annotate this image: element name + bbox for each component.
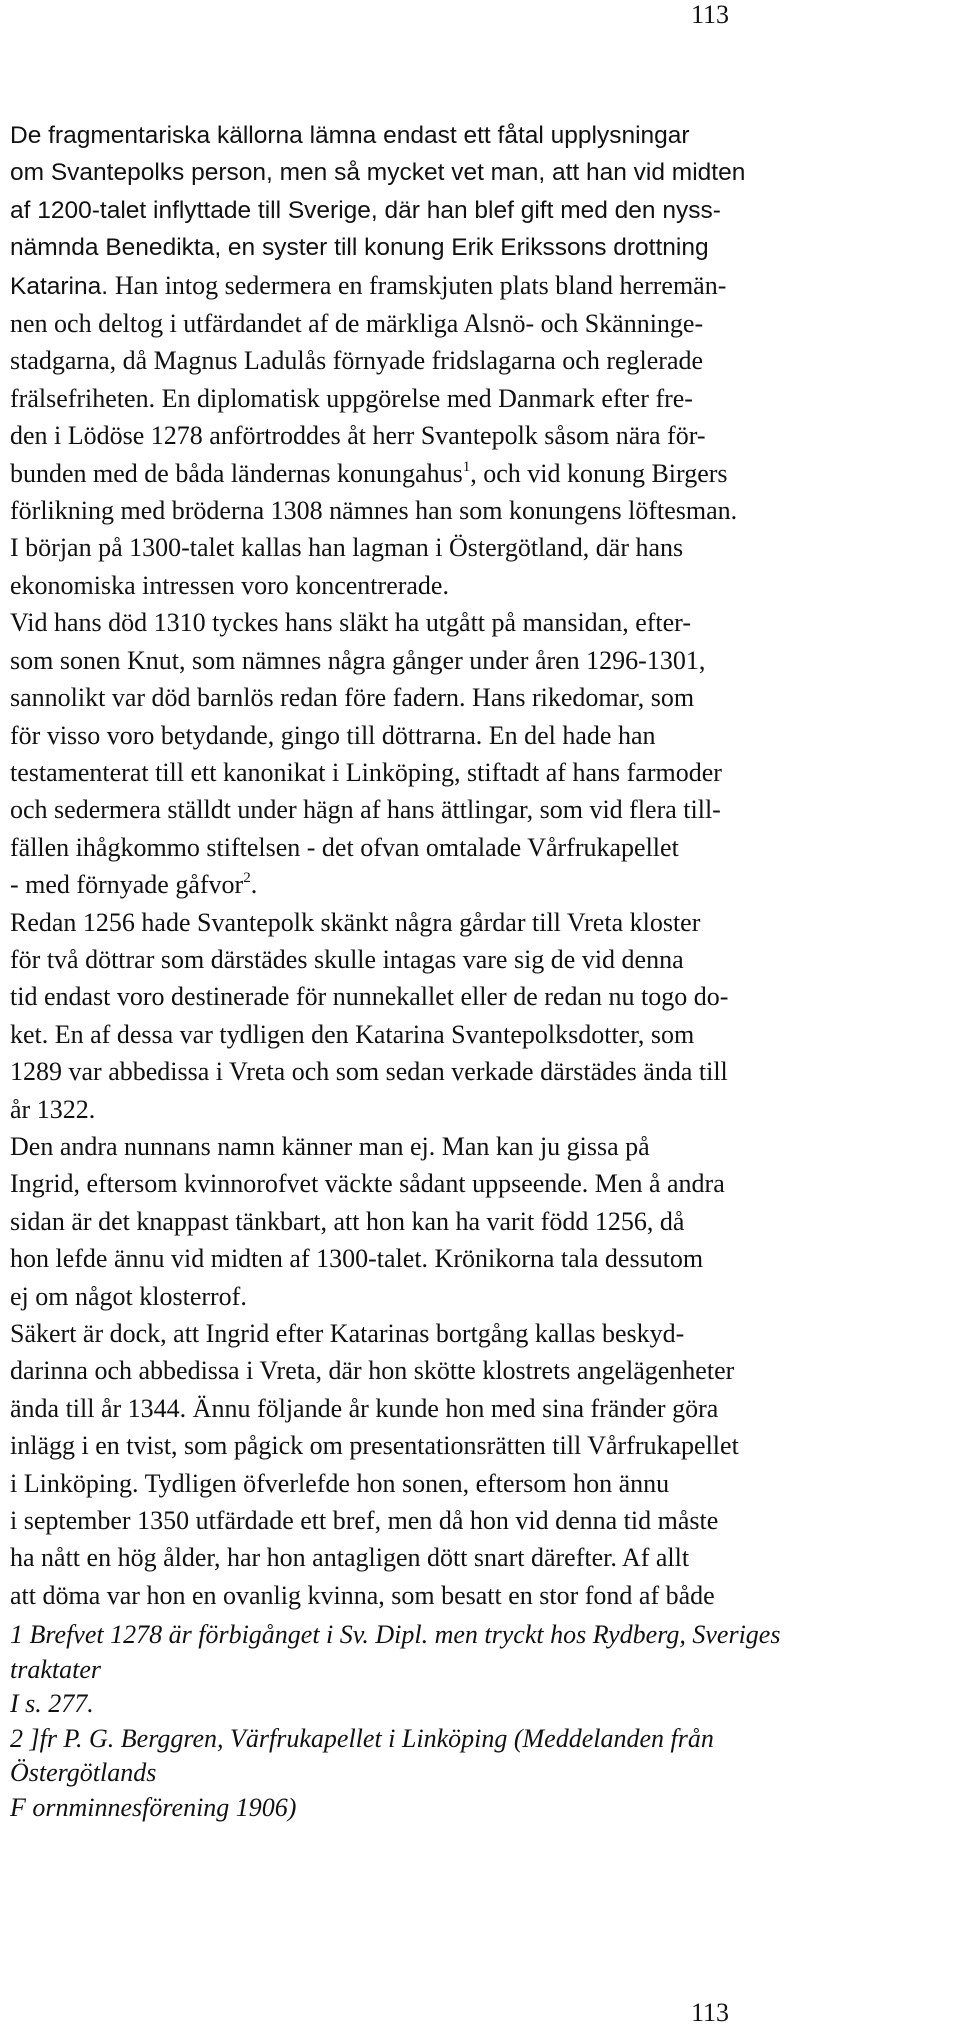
body-text-segment: . <box>250 870 258 900</box>
body-text-segment: Han intog sedermera en framskjuten plats bland herremän- <box>114 270 727 300</box>
body-text-segment: - med förnyade gåfvor <box>10 870 244 900</box>
body-line: år 1322. <box>10 1094 96 1124</box>
footnote-reference: 2 <box>243 870 251 887</box>
body-line: sidan är det knappast tänkbart, att hon kan ha varit född 1256, då <box>10 1206 685 1236</box>
body-line: nämnda Benedikta, en syster till konung Erik Erikssons drottning <box>10 234 709 262</box>
body-line <box>10 380 915 417</box>
footnote-line: I s. 277. <box>10 1689 94 1719</box>
body-line: i september 1350 utfärdade ett bref, men då hon vid denna tid måste <box>10 1506 719 1536</box>
body-line: testamenterat till ett kanonikat i Linköping, stiftadt af hans farmoder <box>10 757 722 787</box>
body-line: Den andra nunnans namn känner man ej. Man kan ju gissa på <box>10 1131 650 1161</box>
footnote-line: traktater <box>10 1654 101 1684</box>
body-line: I början på 1300-talet kallas han lagman i Östergötland, där hans <box>10 533 684 563</box>
body-line: Ingrid, eftersom kvinnorofvet väckte sådant uppseende. Men å andra <box>10 1169 725 1199</box>
body-line: ända till år 1344. Ännu följande år kunde hon med sina fränder göra <box>10 1393 719 1423</box>
body-line: Redan 1256 hade Svantepolk skänkt några gårdar till Vreta kloster <box>10 907 701 937</box>
body-line: af 1200-talet inflyttade till Sverige, där han blef gift med den nyss- <box>10 196 721 224</box>
body-line: nen och deltog i utfärdandet af de märkliga Alsnö- och Skänninge- <box>10 309 704 339</box>
footnotes <box>10 1618 955 1826</box>
body-line: fällen ihågkommo stiftelsen - det ofvan omtalade Vårfrukapellet <box>10 832 679 862</box>
body-line <box>10 455 915 492</box>
body-text-segment: frälsefriheten. <box>10 383 162 413</box>
body-line: hon lefde ännu vid midten af 1300-talet. Krönikorna tala dessutom <box>10 1244 704 1274</box>
body-line: 1289 var abbedissa i Vreta och som sedan verkade därstädes ända till <box>10 1057 728 1087</box>
body-text-segment: bunden med de båda ländernas konungahus <box>10 458 463 488</box>
footnote-line: 2 ]fr P. G. Berggren, Värfrukapellet i Linköping (Meddelanden från <box>10 1723 714 1753</box>
body-line: sannolikt var död barnlös redan före fadern. Hans rikedomar, som <box>10 683 695 713</box>
body-text-segment: Katarina. <box>10 272 115 300</box>
body-line: och sedermera ställdt under hägn af hans ättlingar, som vid flera till- <box>10 795 721 825</box>
body-line: ha nått en hög ålder, har hon antagligen dött snart därefter. Af allt <box>10 1543 690 1573</box>
body-line: som sonen Knut, som nämnes några gånger under åren 1296-1301, <box>10 645 706 675</box>
footnote-line: 1 Brefvet 1278 är förbigånget i Sv. Dipl. men tryckt hos Rydberg, Sveriges <box>10 1620 781 1649</box>
body-line <box>10 267 915 305</box>
page-number-top: 113 <box>690 0 730 29</box>
body-line: den i Lödöse 1278 anförtroddes åt herr Svantepolk såsom nära för- <box>10 421 706 451</box>
body-line: om Svantepolks person, men så mycket vet man, att han vid midten <box>10 159 746 187</box>
body-line: att döma var hon en ovanlig kvinna, som besatt en stor fond af både <box>10 1580 715 1610</box>
footnote-line: Östergötlands <box>10 1758 157 1788</box>
body-line: ekonomiska intressen voro koncentrerade. <box>10 570 449 600</box>
body-text-segment: En diplomatisk uppgörelse med Danmark efter fre- <box>161 383 693 413</box>
body-line: Säkert är dock, att Ingrid efter Katarinas bortgång kallas beskyd- <box>10 1319 685 1348</box>
body-line: förlikning med bröderna 1308 nämnes han som konungens löftesman. <box>10 496 738 526</box>
footnote-reference: 1 <box>462 458 471 475</box>
body-line: inlägg i en tvist, som pågick om presentationsrätten till Vårfrukapellet <box>10 1431 739 1461</box>
body-line: tid endast voro destinerade för nunnekallet eller de redan nu togo do- <box>10 982 729 1012</box>
footnote-line: F ornminnesförening 1906) <box>10 1792 297 1822</box>
body-line <box>10 866 915 903</box>
body-line: darinna och abbedissa i Vreta, där hon skötte klostrets angelägenheter <box>10 1356 735 1386</box>
body-line: för två döttrar som därstädes skulle intagas vare sig de vid denna <box>10 944 684 974</box>
body-line: De fragmentariska källorna lämna endast ett fåtal upplysningar <box>10 122 690 149</box>
body-line: Vid hans död 1310 tyckes hans släkt ha utgått på mansidan, efter- <box>10 608 691 638</box>
body-line: i Linköping. Tydligen öfverlefde hon sonen, eftersom hon ännu <box>10 1468 670 1498</box>
body-line: ket. En af dessa var tydligen den Katarina Svantepolksdotter, som <box>10 1019 695 1049</box>
page-number-bottom: 113 <box>690 1998 730 2027</box>
body-line: stadgarna, då Magnus Ladulås förnyade fridslagarna och reglerade <box>10 346 704 376</box>
body-text <box>10 117 915 1614</box>
body-text-segment: , och vid konung Birgers <box>470 458 728 488</box>
body-line: för visso voro betydande, gingo till döttrarna. En del hade han <box>10 720 656 750</box>
body-line: ej om något klosterrof. <box>10 1281 247 1311</box>
